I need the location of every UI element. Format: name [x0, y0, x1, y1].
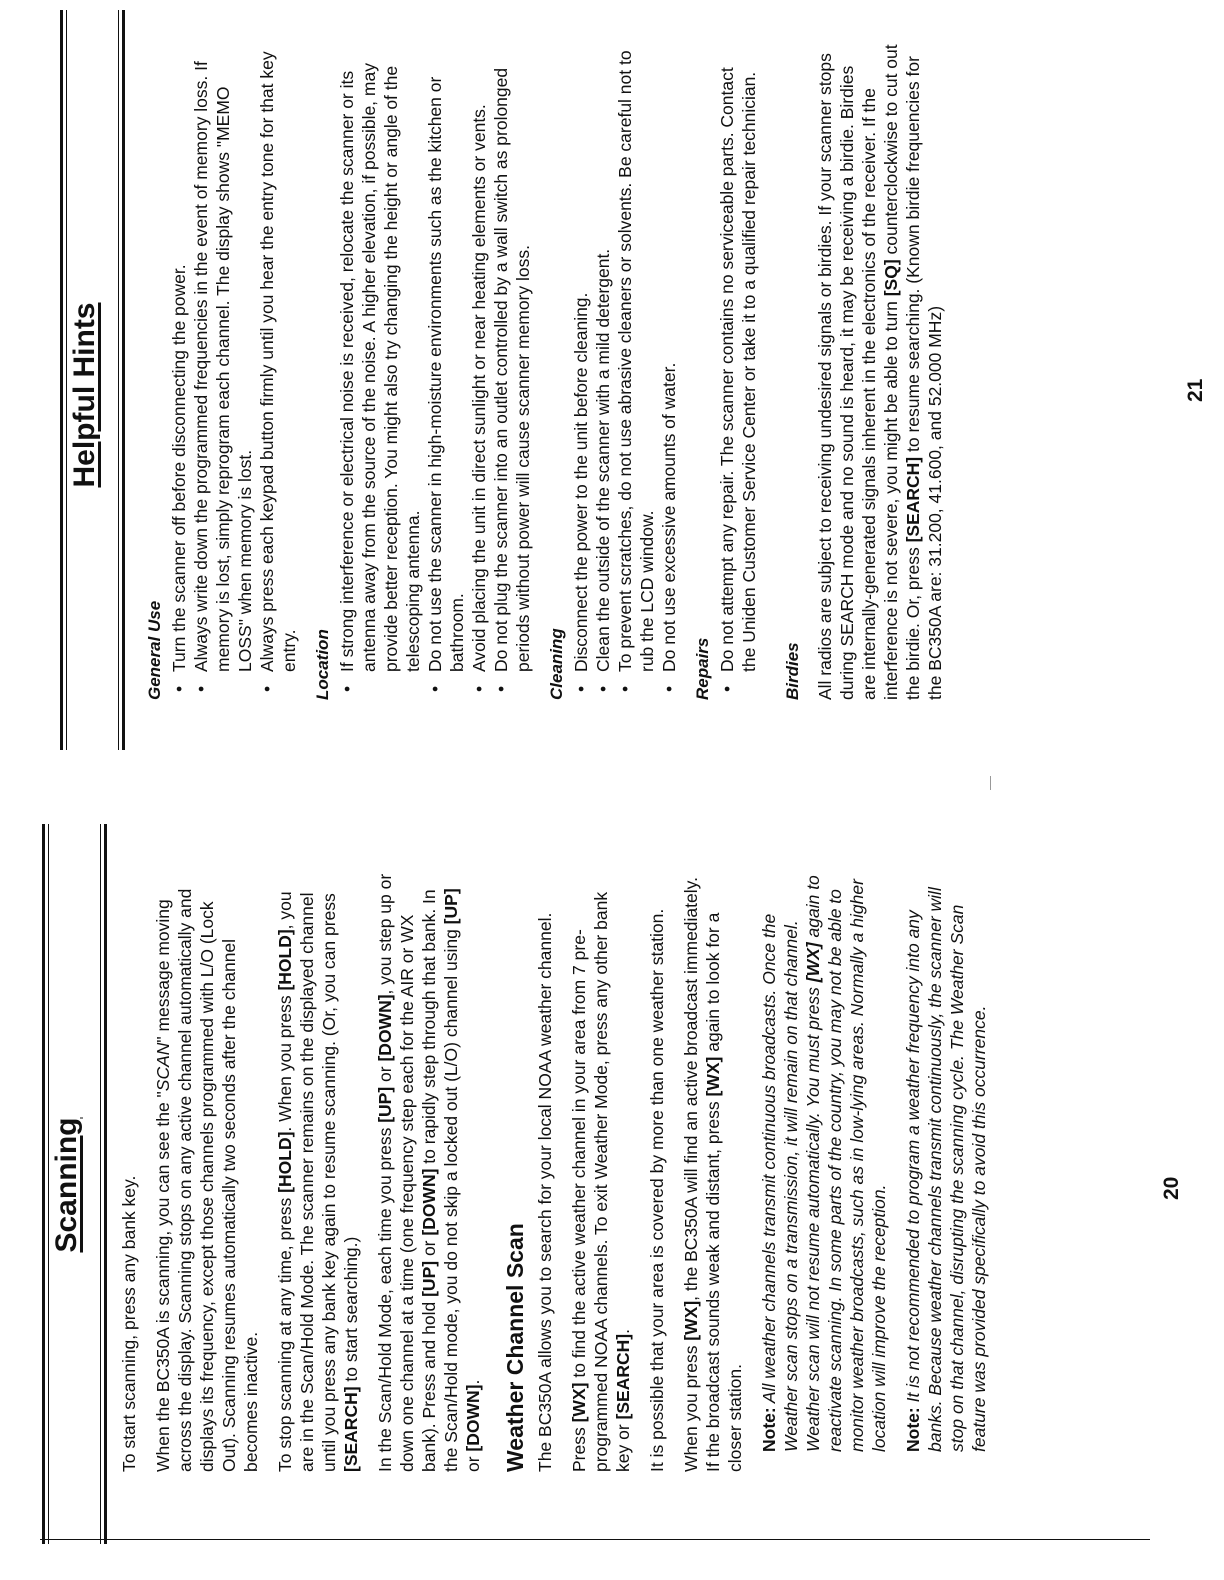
list-item: • Disconnect the power to the unit before cleaning. [570, 40, 592, 672]
down-key: [DOWN] [419, 1168, 439, 1236]
wx-key: [WX] [703, 1056, 723, 1097]
weather-paragraph-1: Press [WX] to find the active weather channel in your area from 7 pre-programmed NOAA channels. To exit Weather Mode, press any other bank key or [SEARCH]. [569, 891, 633, 1472]
weather-paragraph-2: It is possible that your area is covered by more than one weather station. [647, 908, 667, 1472]
title-rule-top [42, 824, 45, 1544]
title-rule-bottom [122, 10, 125, 750]
sq-key: [SQ] [881, 259, 901, 297]
title-rule-bottom-thin [118, 10, 119, 750]
down-key: [DOWN] [463, 1384, 483, 1452]
scan-artifact [990, 776, 991, 790]
scan-hold-paragraph: In the Scan/Hold Mode, each time you press [UP] or [DOWN], you step up or down one channel at a time (one frequency step each for the AIR or WX bank). Press and hold [UP] or [DOWN] to rapidly step through that bank. In the Scan/Hold mode, you do not skip a locked out (L/O) channel using [UP] or [DOWN]. [375, 873, 483, 1472]
title-rule-top-thin [48, 824, 49, 1544]
up-key: [UP] [419, 1260, 439, 1297]
birdies-heading: Birdies [783, 642, 802, 700]
cleaning-heading: Cleaning [547, 628, 566, 700]
list-item: • Clean the outside of the scanner with a mild detergent. [592, 40, 614, 672]
wx-key: [WX] [803, 942, 823, 983]
wx-key: [WX] [681, 1300, 701, 1341]
cleaning-list [570, 40, 680, 700]
list-item: • Do not use the scanner in high-moisture environments such as the kitchen or bathroom. [424, 40, 468, 672]
scanning-content [118, 872, 1002, 1472]
list-item: • If strong interference or electrical noise is received, relocate the scanner or its antenna away from the source of the noise. A higher elevation, if possible, may provide better reception. You might also try changing the height or angle of the telescoping antenna. [336, 40, 424, 672]
search-key: [SEARCH] [613, 1333, 633, 1420]
page-number: 20 [1160, 1176, 1183, 1200]
repairs-list [716, 40, 760, 700]
page-number: 21 [1184, 378, 1207, 402]
page-20 [0, 790, 1224, 1580]
weather-paragraph-3: When you press [WX], the BC350A will find an active broadcast immediately. If the broadcast sounds weak and distant, press [WX] again to look for a closer station. [681, 877, 745, 1472]
list-item: • Always press each keypad button firmly until you hear the entry tone for that key entry. [256, 40, 300, 672]
general-use-list [168, 40, 300, 700]
weather-scan-heading: Weather Channel Scan [502, 1223, 528, 1472]
list-item: • Always write down the programmed frequencies in the event of memory loss. If memory is lost, simply reprogram each channel. The display shows "MEMO LOSS" when memory is lost. [190, 40, 256, 672]
note-continuous: Note: All weather channels transmit continuous broadcasts. Once the Weather scan stops on a transmission, it will remain on that channel. Weather scan will not resume automatically. You must press [WX] again to reactivate scanning. In some parts of the country, you may not be able to monitor weather broadcasts, such as in low-lying areas. Normally a higher location will improve the reception. [759, 875, 889, 1452]
helpful-hints-content [132, 40, 958, 700]
hold-key: [HOLD] [275, 1131, 295, 1193]
list-item: • Do not attempt any repair. The scanner contains no serviceable parts. Contact the Uniden Customer Service Center or take it to a qualified repair technician. [716, 40, 760, 672]
list-item: • Turn the scanner off before disconnecting the power. [168, 40, 190, 672]
wx-key: [WX] [569, 1382, 589, 1423]
intro-text: To start scanning, press any bank key. [119, 1175, 139, 1472]
general-use-heading: General Use [145, 600, 164, 700]
title-rule-bottom [104, 824, 107, 1544]
title-rule-top [60, 10, 63, 750]
hold-paragraph: To stop scanning at any time, press [HOLD]. When you press [HOLD], you are in the Scan/Hold Mode. The scanner remains on the displayed channel until you press any bank key again to resume scanning. (Or, you can press [SEARCH] to start searching.) [275, 891, 361, 1472]
hold-key: [HOLD] [275, 929, 295, 991]
title-rule-top-thin [66, 10, 67, 750]
birdies-paragraph: All radios are subject to receiving undesired signals or birdies. If your scanner stops during SEARCH mode and no sound is heard, it may be receiving a birdie. Birdies are internally-generated signals inherent in the electronics of the receiver. If the interference is not severe, you might be able to turn [SQ] counterclockwise to cut out the birdie. Or, press [SEARCH] to resume searching. (Known birdie frequencies for the BC350A are: 31.200, 41.600, and 52.000 MHz) [815, 44, 945, 700]
search-key: [SEARCH] [341, 1386, 361, 1472]
down-key: [DOWN] [375, 994, 395, 1062]
location-list [336, 40, 534, 700]
list-item: • Do not use excessive amounts of water. [658, 40, 680, 672]
list-item: • Do not plug the scanner into an outlet controlled by a wall switch as prolonged periods without power will cause scanner memory loss. [490, 40, 534, 672]
page-title: Scanning [50, 1117, 83, 1253]
list-item: • To prevent scratches, do not use abrasive cleaners or solvents. Be careful not to rub the LCD window. [614, 40, 658, 672]
left-page-edge-rule [40, 1539, 1150, 1540]
list-item: • Avoid placing the unit in direct sunlight or near heating elements or vents. [468, 40, 490, 672]
search-key: [SEARCH] [903, 456, 923, 543]
note-programming: Note: It is not recommended to program a weather frequency into any banks. Because weather channels transmit continuously, the scanner will stop on that channel, disrupting the scanning cycle. The Weather Scan feature was provided specifically to avoid this occurrence. [903, 887, 989, 1452]
location-heading: Location [313, 629, 332, 700]
title-rule-bottom-thin [100, 824, 101, 1544]
weather-intro: The BC350A allows you to search for your local NOAA weather channel. [535, 912, 555, 1472]
up-key: [UP] [441, 888, 461, 925]
repairs-heading: Repairs [693, 637, 712, 700]
page-title: Helpful Hints [68, 302, 101, 488]
scanning-paragraph: When the BC350A is scanning, you can see the "SCAN" message moving across the display. Scanning stops on any active channel automatically and displays its frequency, except those channels programmed with L/O (Lock Out). Scanning resumes automatically two seconds after the channel becomes inactive. [153, 888, 261, 1472]
up-key: [UP] [375, 1086, 395, 1123]
